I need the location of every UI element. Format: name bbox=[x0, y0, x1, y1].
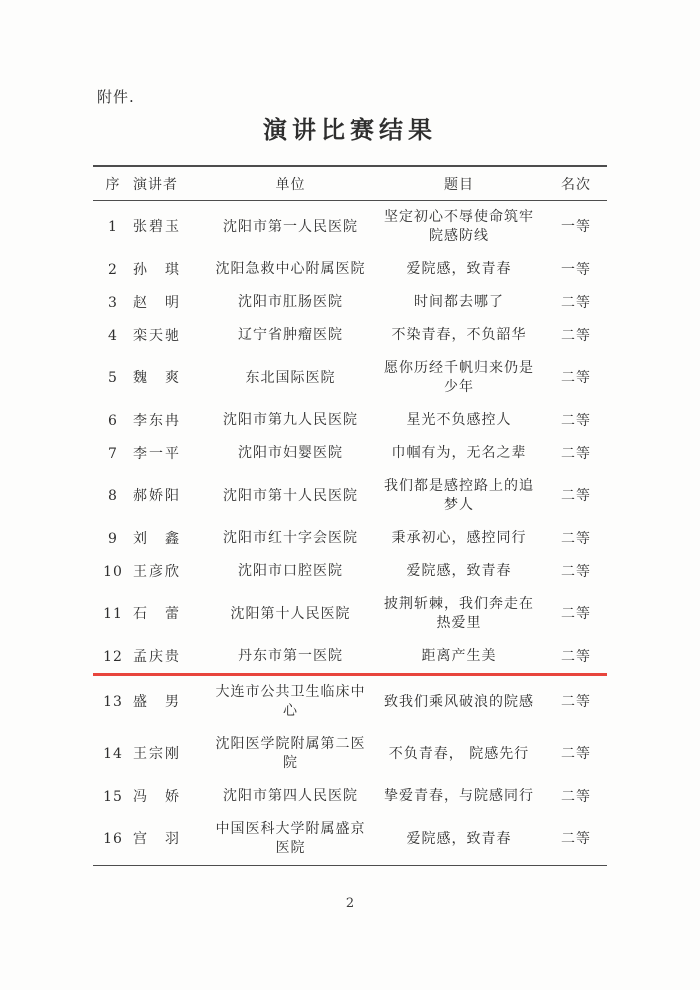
cell-serial-number: 3 bbox=[108, 294, 118, 311]
cell-speaker-name: 孙 琪 bbox=[133, 261, 181, 278]
cell-speaker-name: 赵 明 bbox=[133, 294, 181, 311]
column-header-topic: 题目 bbox=[373, 166, 545, 201]
cell-organization: 沈阳市妇婴医院 bbox=[238, 445, 343, 461]
cell-rank: 二等 bbox=[561, 445, 591, 462]
attachment-label: 附件. bbox=[97, 88, 135, 106]
column-header-speaker: 演讲者 bbox=[133, 166, 208, 201]
table-row bbox=[93, 780, 607, 813]
cell-rank: 二等 bbox=[561, 746, 591, 762]
cell-organization: 沈阳市第十人民医院 bbox=[223, 487, 358, 504]
cell-organization: 东北国际医院 bbox=[245, 369, 336, 386]
table-row bbox=[93, 728, 607, 780]
cell-topic: 时间都去哪了 bbox=[414, 294, 504, 310]
cell-serial-number: 9 bbox=[108, 530, 118, 547]
cell-serial-number: 11 bbox=[103, 606, 123, 622]
cell-organization: 沈阳市第九人民医院 bbox=[223, 412, 358, 428]
cell-serial-number: 2 bbox=[108, 261, 118, 278]
cell-rank: 二等 bbox=[561, 412, 591, 429]
table-row bbox=[93, 352, 607, 404]
table-row bbox=[93, 588, 607, 640]
cell-organization: 沈阳市肛肠医院 bbox=[238, 294, 343, 310]
cell-speaker-name: 刘 鑫 bbox=[133, 530, 181, 547]
cell-topic: 星光不负感控人 bbox=[406, 412, 512, 428]
cell-rank: 二等 bbox=[561, 694, 591, 710]
cell-topic: 爱院感，致青春 bbox=[406, 563, 512, 579]
cell-speaker-name: 孟庆贵 bbox=[133, 640, 208, 675]
cell-rank: 二等 bbox=[561, 563, 591, 580]
cell-serial-number: 1 bbox=[108, 219, 118, 235]
cell-serial-number: 13 bbox=[103, 694, 123, 710]
cell-rank: 二等 bbox=[561, 606, 591, 622]
cell-serial-number: 6 bbox=[108, 412, 118, 429]
table-row bbox=[93, 319, 607, 352]
cell-rank: 二等 bbox=[561, 788, 591, 805]
cell-topic: 致我们乘风破浪的院感 bbox=[384, 693, 534, 710]
cell-serial-number: 7 bbox=[108, 445, 118, 462]
cell-speaker-name: 冯 娇 bbox=[133, 788, 181, 805]
cell-organization: 大连市公共卫生临床中心 bbox=[215, 684, 366, 719]
cell-topic: 我们都是感控路上的追梦人 bbox=[384, 478, 534, 513]
table-row bbox=[93, 253, 607, 286]
cell-rank: 二等 bbox=[561, 294, 591, 311]
table-row bbox=[93, 813, 607, 866]
cell-topic: 挚爱青春，与院感同行 bbox=[384, 788, 534, 804]
page-number: 2 bbox=[345, 896, 355, 911]
table-row bbox=[93, 404, 607, 437]
cell-speaker-name: 李东冉 bbox=[133, 412, 181, 429]
cell-serial-number: 5 bbox=[108, 370, 118, 386]
cell-speaker-name: 张碧玉 bbox=[133, 219, 181, 235]
cell-serial-number: 12 bbox=[93, 640, 133, 675]
cell-organization: 沈阳市第四人民医院 bbox=[223, 788, 358, 804]
cell-rank: 二等 bbox=[561, 530, 591, 547]
cell-rank: 一等 bbox=[561, 261, 591, 278]
cell-organization: 沈阳医学院附属第二医院 bbox=[215, 736, 366, 771]
column-header-rank: 名次 bbox=[545, 166, 607, 201]
cell-topic: 秉承初心，感控同行 bbox=[391, 530, 527, 546]
table-row bbox=[93, 470, 607, 522]
cell-serial-number: 15 bbox=[103, 788, 123, 805]
cell-topic: 不染青春，不负韶华 bbox=[391, 327, 527, 343]
cell-topic: 爱院感，致青春 bbox=[373, 813, 545, 866]
results-table bbox=[93, 165, 607, 866]
cell-speaker-name: 王彦欣 bbox=[133, 563, 181, 580]
cell-rank: 二等 bbox=[561, 488, 591, 504]
column-header-no: 序 bbox=[93, 166, 133, 201]
cell-organization: 辽宁省肿瘤医院 bbox=[238, 327, 343, 343]
cell-speaker-name: 郝娇阳 bbox=[133, 488, 181, 504]
table-row bbox=[93, 675, 607, 729]
column-header-org: 单位 bbox=[208, 166, 373, 201]
cell-serial-number: 8 bbox=[108, 488, 118, 504]
cell-topic: 坚定初心不辱使命筑牢院感防线 bbox=[384, 209, 534, 244]
cell-serial-number: 10 bbox=[103, 563, 123, 580]
cell-organization: 沈阳市口腔医院 bbox=[238, 563, 343, 579]
table-row bbox=[93, 286, 607, 319]
cell-organization: 沈阳急救中心附属医院 bbox=[215, 261, 366, 277]
cell-speaker-name: 石 蕾 bbox=[133, 606, 181, 622]
cell-rank: 二等 bbox=[545, 813, 607, 866]
table-row bbox=[93, 522, 607, 555]
cell-topic: 巾帼有为，无名之辈 bbox=[391, 445, 527, 461]
cell-rank: 二等 bbox=[545, 640, 607, 675]
cell-speaker-name: 李一平 bbox=[133, 445, 181, 462]
cell-topic: 不负青春， 院感先行 bbox=[388, 745, 530, 762]
cell-serial-number: 4 bbox=[108, 327, 118, 344]
cell-rank: 一等 bbox=[561, 219, 591, 235]
cell-rank: 二等 bbox=[561, 370, 591, 386]
cell-organization: 沈阳市第一人民医院 bbox=[223, 218, 358, 235]
table-row bbox=[93, 201, 607, 254]
cell-speaker-name: 魏 爽 bbox=[133, 370, 181, 386]
page-title: 演讲比赛结果 bbox=[263, 115, 437, 144]
cell-speaker-name: 栾天驰 bbox=[133, 327, 181, 344]
cell-speaker-name: 盛 男 bbox=[133, 694, 181, 710]
cell-topic: 愿你历经千帆归来仍是少年 bbox=[384, 360, 534, 395]
cell-topic: 爱院感，致青春 bbox=[406, 261, 512, 277]
cell-speaker-name: 王宗刚 bbox=[133, 746, 181, 762]
table-row bbox=[93, 555, 607, 588]
cell-topic: 披荆斩棘，我们奔走在热爱里 bbox=[384, 596, 534, 631]
cell-serial-number: 14 bbox=[103, 746, 123, 762]
cell-organization: 丹东市第一医院 bbox=[208, 640, 373, 675]
cell-organization: 沈阳市红十字会医院 bbox=[223, 530, 358, 546]
table-header-row bbox=[93, 166, 607, 201]
table-body bbox=[93, 201, 607, 866]
cell-speaker-name: 宫 羽 bbox=[133, 813, 208, 866]
table-row-red-underlined bbox=[93, 640, 607, 675]
cell-serial-number: 16 bbox=[93, 813, 133, 866]
cell-organization: 中国医科大学附属盛京医院 bbox=[208, 813, 373, 866]
table-row bbox=[93, 437, 607, 470]
cell-rank: 二等 bbox=[561, 327, 591, 344]
cell-topic: 距离产生美 bbox=[373, 640, 545, 675]
cell-organization: 沈阳第十人民医院 bbox=[230, 605, 351, 622]
